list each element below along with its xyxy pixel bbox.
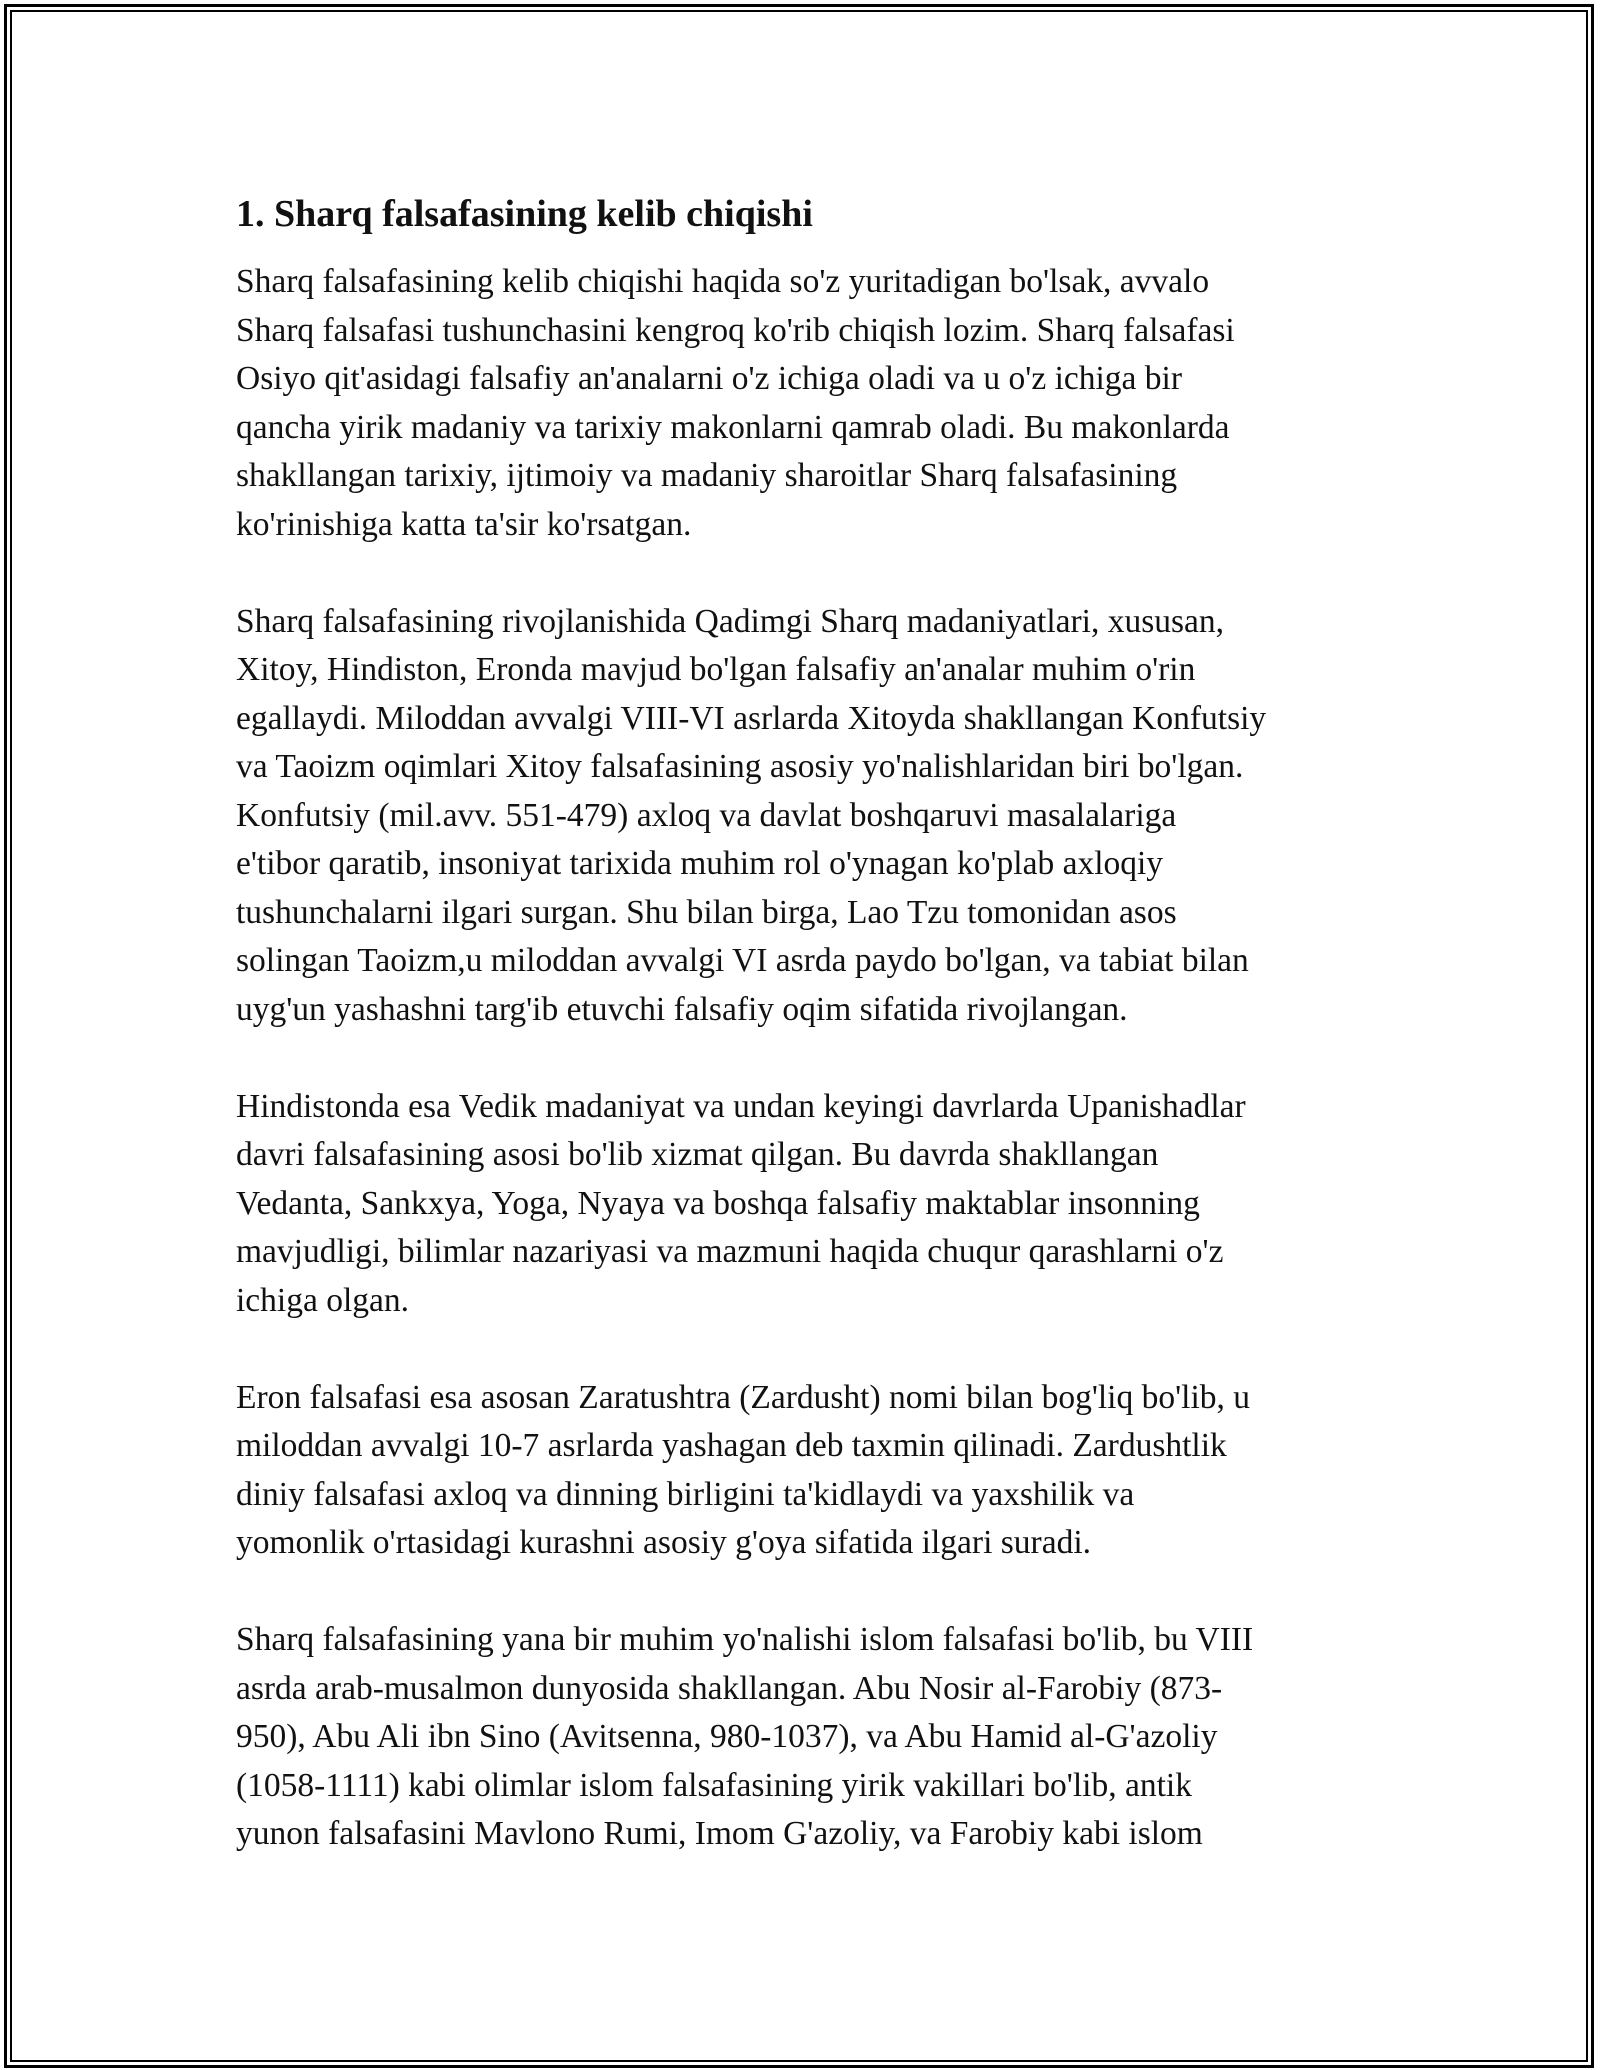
paragraph-line: va Taoizm oqimlari Xitoy falsafasining asosiy yo'nalishlaridan biri bo'lgan. <box>236 748 1244 785</box>
paragraph-ancient-east <box>236 598 1386 1035</box>
paragraph-india <box>236 1083 1386 1326</box>
paragraph-line: Vedanta, Sankxya, Yoga, Nyaya va boshqa falsafiy maktablar insonning <box>236 1184 1200 1222</box>
paragraph-line: Sharq falsafasining yana bir muhim yo'nalishi islom falsafasi bo'lib, bu VIII <box>236 1621 1254 1658</box>
paragraph-line: ko'rinishiga katta ta'sir ko'rsatgan. <box>236 505 692 543</box>
paragraph-line: Osiyo qit'asidagi falsafiy an'analarni o'z ichiga oladi va u o'z ichiga bir <box>236 360 1183 397</box>
paragraph-line: Konfutsiy (mil.avv. 551-479) axloq va davlat boshqaruvi masalalariga <box>236 796 1177 834</box>
paragraph-islamic <box>236 1616 1386 1859</box>
paragraph-line: asrda arab-musalmon dunyosida shakllangan. Abu Nosir al-Farobiy (873- <box>236 1669 1223 1707</box>
paragraph-line: Eron falsafasi esa asosan Zaratushtra (Zardusht) nomi bilan bog'liq bo'lib, u <box>236 1378 1251 1416</box>
paragraph-line: shakllangan tarixiy, ijtimoiy va madaniy sharoitlar Sharq falsafasining <box>236 457 1178 494</box>
paragraph-line: e'tibor qaratib, insoniyat tarixida muhim rol o'ynagan ko'plab axloqiy <box>236 845 1164 882</box>
paragraph-line: mavjudligi, bilimlar nazariyasi va mazmuni haqida chuqur qarashlarni o'z <box>236 1233 1224 1270</box>
paragraph-line: uyg'un yashashni targ'ib etuvchi falsafiy oqim sifatida rivojlangan. <box>236 990 1128 1028</box>
paragraph-line: 950), Abu Ali ibn Sino (Avitsenna, 980-1037), va Abu Hamid al-G'azoliy <box>236 1718 1218 1755</box>
paragraph-line: miloddan avvalgi 10-7 asrlarda yashagan deb taxmin qilinadi. Zardushtlik <box>236 1427 1227 1464</box>
paragraph-line: egallaydi. Miloddan avvalgi VIII-VI asrlarda Xitoyda shakllangan Konfutsiy <box>236 699 1267 737</box>
paragraph-line: diniy falsafasi axloq va dinning birligini ta'kidlaydi va yaxshilik va <box>236 1475 1135 1513</box>
paragraph-line: Sharq falsafasining rivojlanishida Qadimgi Sharq madaniyatlari, xususan, <box>236 602 1225 640</box>
section-heading: 1. Sharq falsafasining kelib chiqishi <box>236 193 813 235</box>
paragraph-line: ichiga olgan. <box>236 1281 410 1319</box>
paragraph-line: solingan Taoizm,u miloddan avvalgi VI asrda paydo bo'lgan, va tabiat bilan <box>236 942 1249 979</box>
paragraph-line: qancha yirik madaniy va tarixiy makonlarni qamrab oladi. Bu makonlarda <box>236 408 1230 446</box>
paragraph-line: Sharq falsafasining kelib chiqishi haqida so'z yuritadigan bo'lsak, avvalo <box>236 263 1210 300</box>
paragraph-line: Xitoy, Hindiston, Eronda mavjud bo'lgan falsafiy an'analar muhim o'rin <box>236 651 1196 688</box>
document-body <box>236 188 1386 1907</box>
paragraph-line: yunon falsafasini Mavlono Rumi, Imom G'azoliy, va Farobiy kabi islom <box>236 1815 1203 1852</box>
paragraph-line: (1058-1111) kabi olimlar islom falsafasining yirik vakillari bo'lib, antik <box>236 1766 1192 1804</box>
paragraph-line: davri falsafasining asosi bo'lib xizmat qilgan. Bu davrda shakllangan <box>236 1136 1159 1173</box>
paragraph-line: tushunchalarni ilgari surgan. Shu bilan birga, Lao Tzu tomonidan asos <box>236 893 1177 931</box>
paragraph-line: yomonlik o'rtasidagi kurashni asosiy g'oya sifatida ilgari suradi. <box>236 1524 1092 1561</box>
paragraph-line: Sharq falsafasi tushunchasini kengroq ko'rib chiqish lozim. Sharq falsafasi <box>236 311 1235 349</box>
paragraph-iran <box>236 1374 1386 1568</box>
paragraph-origin <box>236 258 1386 549</box>
paragraph-line: Hindistonda esa Vedik madaniyat va undan keyingi davrlarda Upanishadlar <box>236 1087 1246 1125</box>
